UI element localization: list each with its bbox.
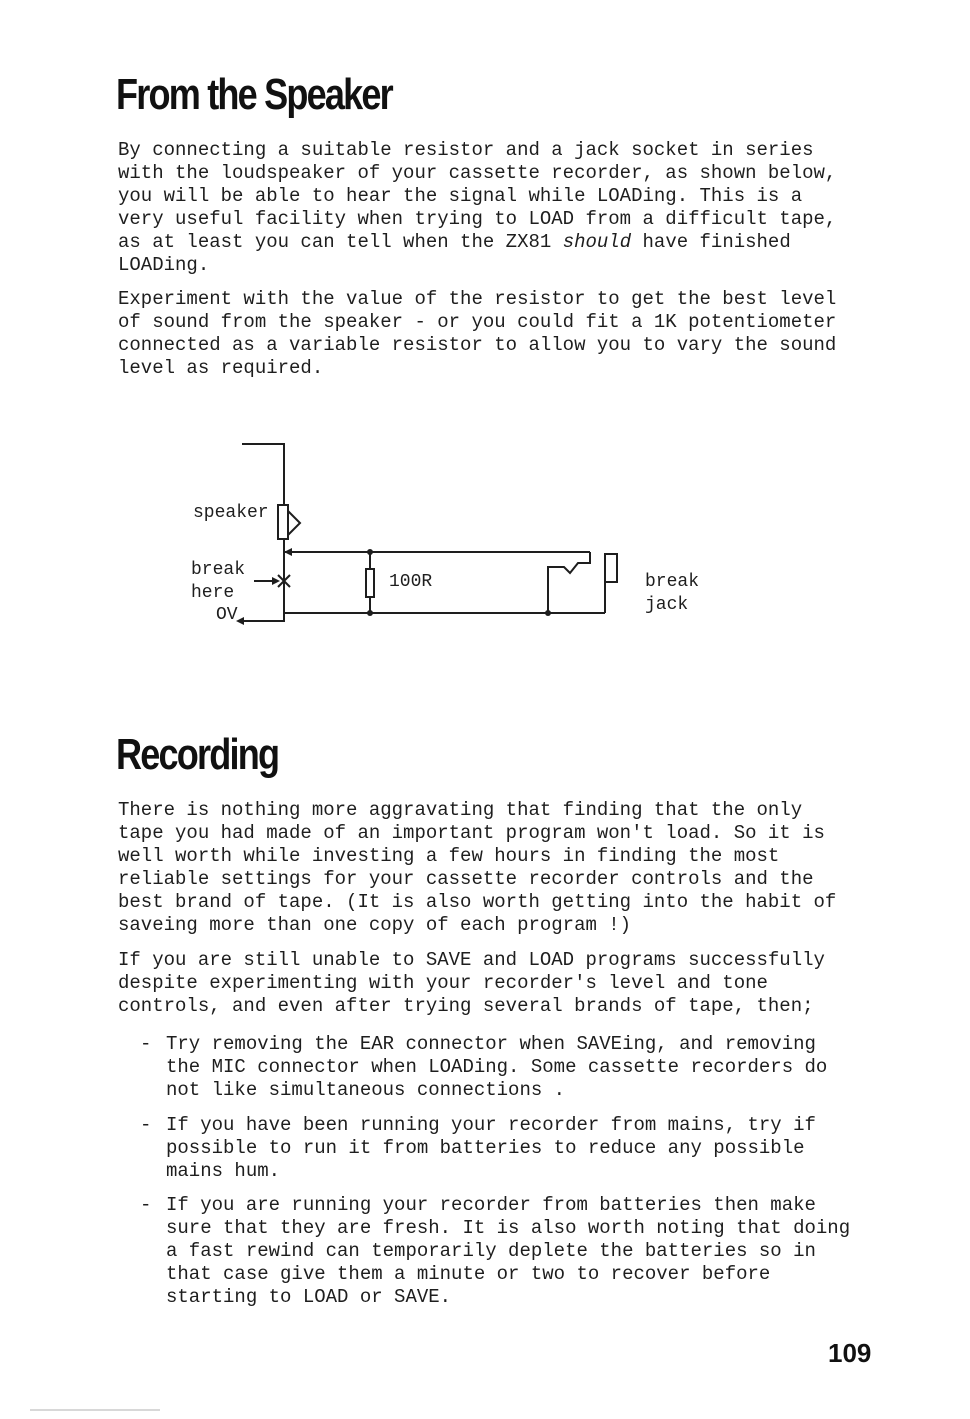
speaker-coil [278,505,288,539]
label-ov: OV [216,605,238,625]
bullet-text: Try removing the EAR connector when SAVEing, and removing the MIC connector when LOADing. Some cassette recorders do not like simultaneous connections . [166,1033,828,1101]
page-number: 109 [828,1338,872,1368]
junction-jack [545,610,551,616]
speaker-paragraph-1-end: have finished LOADing. [118,231,791,276]
rail-arrow-icon [284,548,292,556]
bullet-dash: - [140,1033,152,1055]
bullet-dash: - [140,1114,152,1136]
jack-tip [605,554,617,582]
bullet-text: If you are running your recorder from batteries then make sure that they are fresh. It is also worth noting that doing a fast rewind can temporarily deplete the batteries so in that case give them a minute or two to recover before starting to LOAD or SAVE. [166,1194,851,1308]
bullet-text: If you have been running your recorder from mains, try if possible to run it from batteries to reduce any possible mains hum. [166,1114,816,1182]
speaker-top-lead [242,444,284,505]
junction-bottom [367,610,373,616]
speaker-paragraph-1-text: By connecting a suitable resistor and a jack socket in series with the loudspeaker of your cassette recorder, as shown below, you will be able to hear the signal while LOADing. This is a very useful facility when trying to LOAD from a difficult tape, as at least you can tell when the ZX81 [118,139,837,253]
recording-paragraph-2: If you are still unable to SAVE and LOAD programs successfully despite experimenting with your recorder's level and tone controls, and even after trying several brands of tape, then; [118,949,825,1017]
resistor-body [366,569,374,597]
label-break: break [191,560,246,580]
speaker-cone [288,511,300,535]
junction-top [367,549,373,555]
speaker-paragraph-1-emphasis: should [562,231,632,253]
jack-switch [548,552,590,613]
break-arrowhead-icon [272,577,280,585]
label-break-jack-1: break [645,572,700,592]
section-title-from-the-speaker: From the Speaker [116,70,392,119]
label-resistor-value: 100R [389,572,433,592]
speaker-circuit-diagram [180,435,740,645]
bullet-dash: - [140,1194,152,1216]
label-break-jack-2: jack [645,595,689,615]
recording-paragraph-1: There is nothing more aggravating that finding that the only tape you had made of an important program won't load. So it is well worth while investing a few hours in finding the most reliable settings for your cassette recorder controls and the best brand of tape. (It is also worth getting into the habit of saveing more than one copy of each program !) [118,799,837,936]
ov-lead [240,613,284,621]
scan-edge-mark [30,1409,160,1411]
label-here: here [191,583,235,603]
speaker-paragraph-1 [118,139,878,277]
label-speaker: speaker [193,503,269,523]
speaker-paragraph-2: Experiment with the value of the resistor to get the best level of sound from the speaker - or you could fit a 1K potentiometer connected as a variable resistor to allow you to vary the sound level as required. [118,288,837,379]
section-title-recording: Recording [116,730,279,779]
